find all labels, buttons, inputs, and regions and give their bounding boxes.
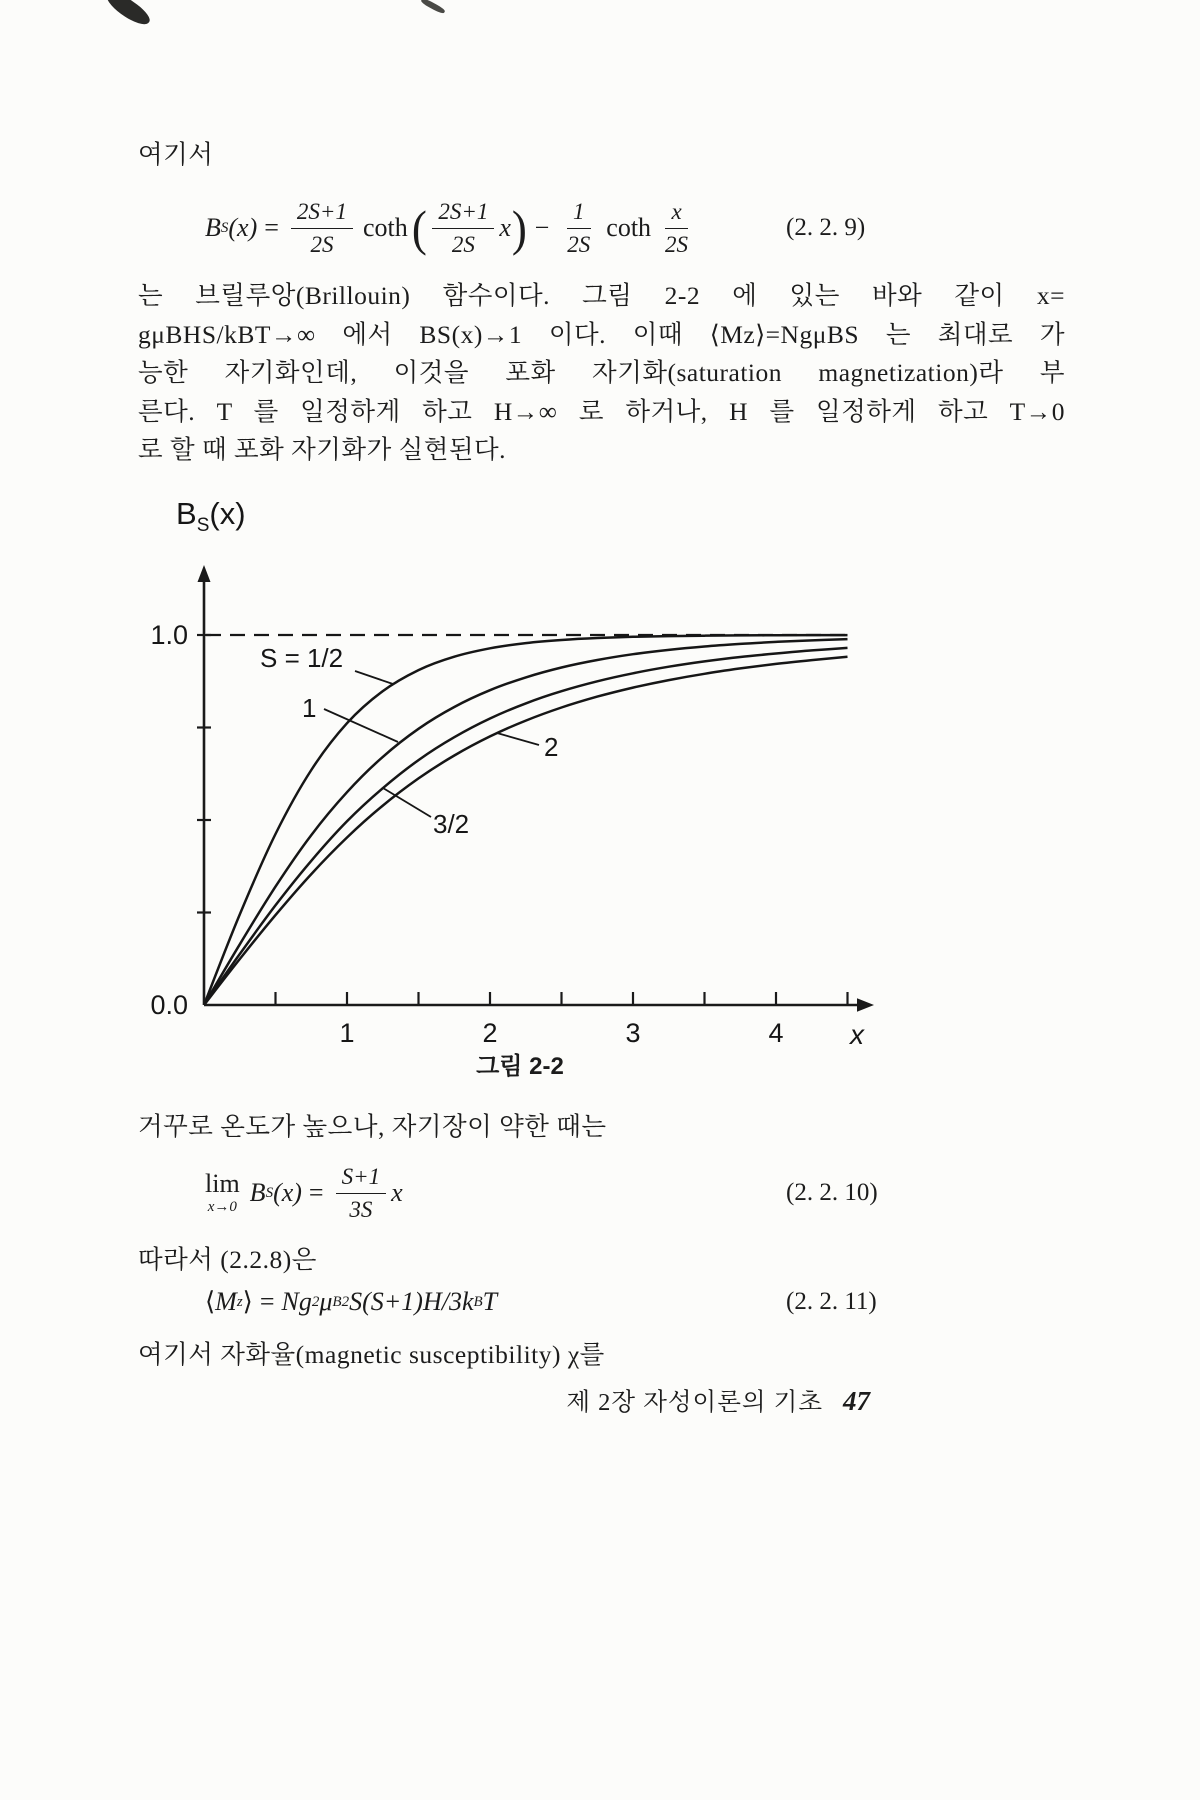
leader-line-s-2: [497, 733, 539, 745]
eq2-lim: [205, 1171, 240, 1215]
x-tick-label: 4: [768, 1018, 784, 1048]
eq1-x1: x: [499, 213, 511, 242]
eq1-frac1-num: 2S+1: [291, 198, 353, 229]
eq2-number: (2. 2. 10): [786, 1179, 878, 1206]
eq3-equals: =: [259, 1287, 275, 1316]
eq1-frac4-num: x: [665, 198, 687, 229]
ylabel-B: B: [176, 496, 197, 531]
equation-2-2-10: [0, 1156, 1200, 1230]
eq1-minus: −: [534, 213, 550, 242]
eq1-frac4: [659, 198, 694, 258]
body-paragraph-3: 따라서 (2.2.8)은: [138, 1245, 317, 1274]
curve-label-s-2: 2: [544, 732, 559, 762]
eq3-mu-sup: 2: [341, 1293, 350, 1310]
brillouin-curve-2: [204, 648, 848, 1005]
eq1-open-paren: (: [411, 199, 427, 256]
y-tick-label: 1.0: [150, 620, 188, 650]
eq3-angle-close: ⟩: [242, 1287, 253, 1316]
eq2-lim-sub: x→0: [207, 1199, 237, 1215]
eq2-frac-num: S+1: [336, 1163, 387, 1194]
eq1-frac2: [432, 198, 494, 258]
eq3-T: T: [482, 1287, 498, 1316]
paragraph-line: 로 할 때 포화 자기화가 실현된다.: [138, 435, 506, 464]
curve-label-s-3-2: 3/2: [433, 809, 470, 839]
eq2-func: B: [249, 1178, 266, 1207]
eq3-Ng: Ng: [281, 1287, 312, 1316]
eq2-formula: [205, 1156, 403, 1230]
body-paragraph-4: 여기서 자화율(magnetic susceptibility) χ를: [138, 1340, 605, 1369]
eq3-k-sub: B: [473, 1293, 483, 1310]
eq1-frac2-num: 2S+1: [432, 198, 494, 229]
y-axis-arrow-icon: [198, 565, 211, 582]
eq1-frac2-den: 2S: [451, 231, 475, 257]
eq3-number: (2. 2. 11): [786, 1288, 877, 1315]
paragraph-line: 는 브릴루앙(Brillouin) 함수이다. 그림 2-2 에 있는 바와 같이 x=: [138, 281, 1065, 310]
eq1-func-arg: (x): [228, 213, 258, 242]
eq2-x: x: [391, 1178, 403, 1207]
eq1-frac3: [561, 198, 596, 258]
eq2-equals: =: [308, 1178, 324, 1207]
x-axis-arrow-icon: [857, 998, 874, 1012]
paragraph-line: 능한 자기화인데, 이것을 포화 자기화(saturation magnetization)라 부: [138, 358, 1065, 387]
x-tick-label: 1: [339, 1018, 355, 1048]
body-paragraph-2: 거꾸로 온도가 높으나, 자기장이 약한 때는: [138, 1112, 607, 1141]
brillouin-curve-0: [204, 635, 848, 1005]
eq2-func-arg: (x): [273, 1178, 302, 1207]
paragraph-line: 른다. T 를 일정하게 하고 H→∞ 로 하거나, H 를 일정하게 하고 T→0: [138, 396, 1065, 426]
ylabel-arg: (x): [209, 496, 246, 531]
eq1-number: (2. 2. 9): [786, 214, 866, 241]
eq3-mu-sub: B: [332, 1293, 342, 1310]
footer-chapter-title: 제 2장 자성이론의 기초: [566, 1389, 823, 1416]
scan-artifact: [420, 0, 446, 15]
eq1-frac1: [291, 198, 353, 258]
leader-line-s-3-2: [383, 788, 431, 817]
x-tick-label: 3: [625, 1018, 641, 1048]
eq2-func-sub: S: [265, 1184, 274, 1201]
footer-page-number: 47: [843, 1386, 870, 1416]
y-tick-label: 0.0: [150, 990, 188, 1020]
eq1-frac3-den: 2S: [567, 231, 591, 257]
eq1-func-sub: S: [220, 219, 229, 236]
equation-2-2-9: [0, 190, 1200, 266]
brillouin-curve-1: [204, 639, 848, 1005]
curve-label-s-half: S = 1/2: [260, 643, 344, 673]
eq1-frac4-den: 2S: [665, 231, 689, 257]
eq2-frac-den: 3S: [349, 1196, 373, 1222]
eq3-formula: [205, 1280, 497, 1324]
eq3-mu: μ: [319, 1287, 333, 1316]
eq1-formula: [205, 190, 699, 266]
eq2-frac: [336, 1163, 387, 1223]
eq1-frac1-den: 2S: [310, 231, 334, 257]
ylabel-sub-S: S: [196, 515, 210, 537]
eq3-mid: S(S+1)H/3k: [349, 1287, 474, 1316]
figure-caption: 그림 2-2: [476, 1053, 564, 1080]
eq2-lim-text: lim: [205, 1169, 240, 1198]
eq3-M: M: [215, 1287, 237, 1316]
body-paragraph-1: [138, 276, 1065, 469]
leader-line-s-half: [355, 671, 393, 684]
scan-artifact: [103, 0, 153, 30]
eq1-close-paren: ): [511, 199, 527, 256]
eq1-equals: =: [264, 213, 279, 242]
eq1-frac3-num: 1: [567, 198, 591, 229]
eq3-g-sup: 2: [311, 1293, 320, 1310]
figure-y-axis-label: [176, 496, 246, 537]
eq1-coth1: coth: [362, 213, 408, 242]
equation-2-2-11: [0, 1280, 1200, 1324]
paragraph-line: gμBHS/kBT→∞ 에서 BS(x)→1 이다. 이때 ⟨Mz⟩=NgμBS 는 최대로 가: [138, 319, 1065, 349]
eq1-func: B: [205, 213, 221, 242]
x-tick-label: 2: [482, 1018, 498, 1048]
curve-label-s-1: 1: [302, 693, 317, 723]
x-axis-label: x: [850, 1019, 864, 1050]
page-footer: [138, 1383, 870, 1418]
intro-text: 여기서: [138, 140, 214, 169]
eq3-angle-open: ⟨: [205, 1287, 216, 1316]
eq1-coth2: coth: [606, 213, 652, 242]
brillouin-curve-3: [204, 657, 848, 1005]
brillouin-function-chart: [140, 545, 900, 1050]
eq3-M-sub: z: [236, 1293, 243, 1310]
